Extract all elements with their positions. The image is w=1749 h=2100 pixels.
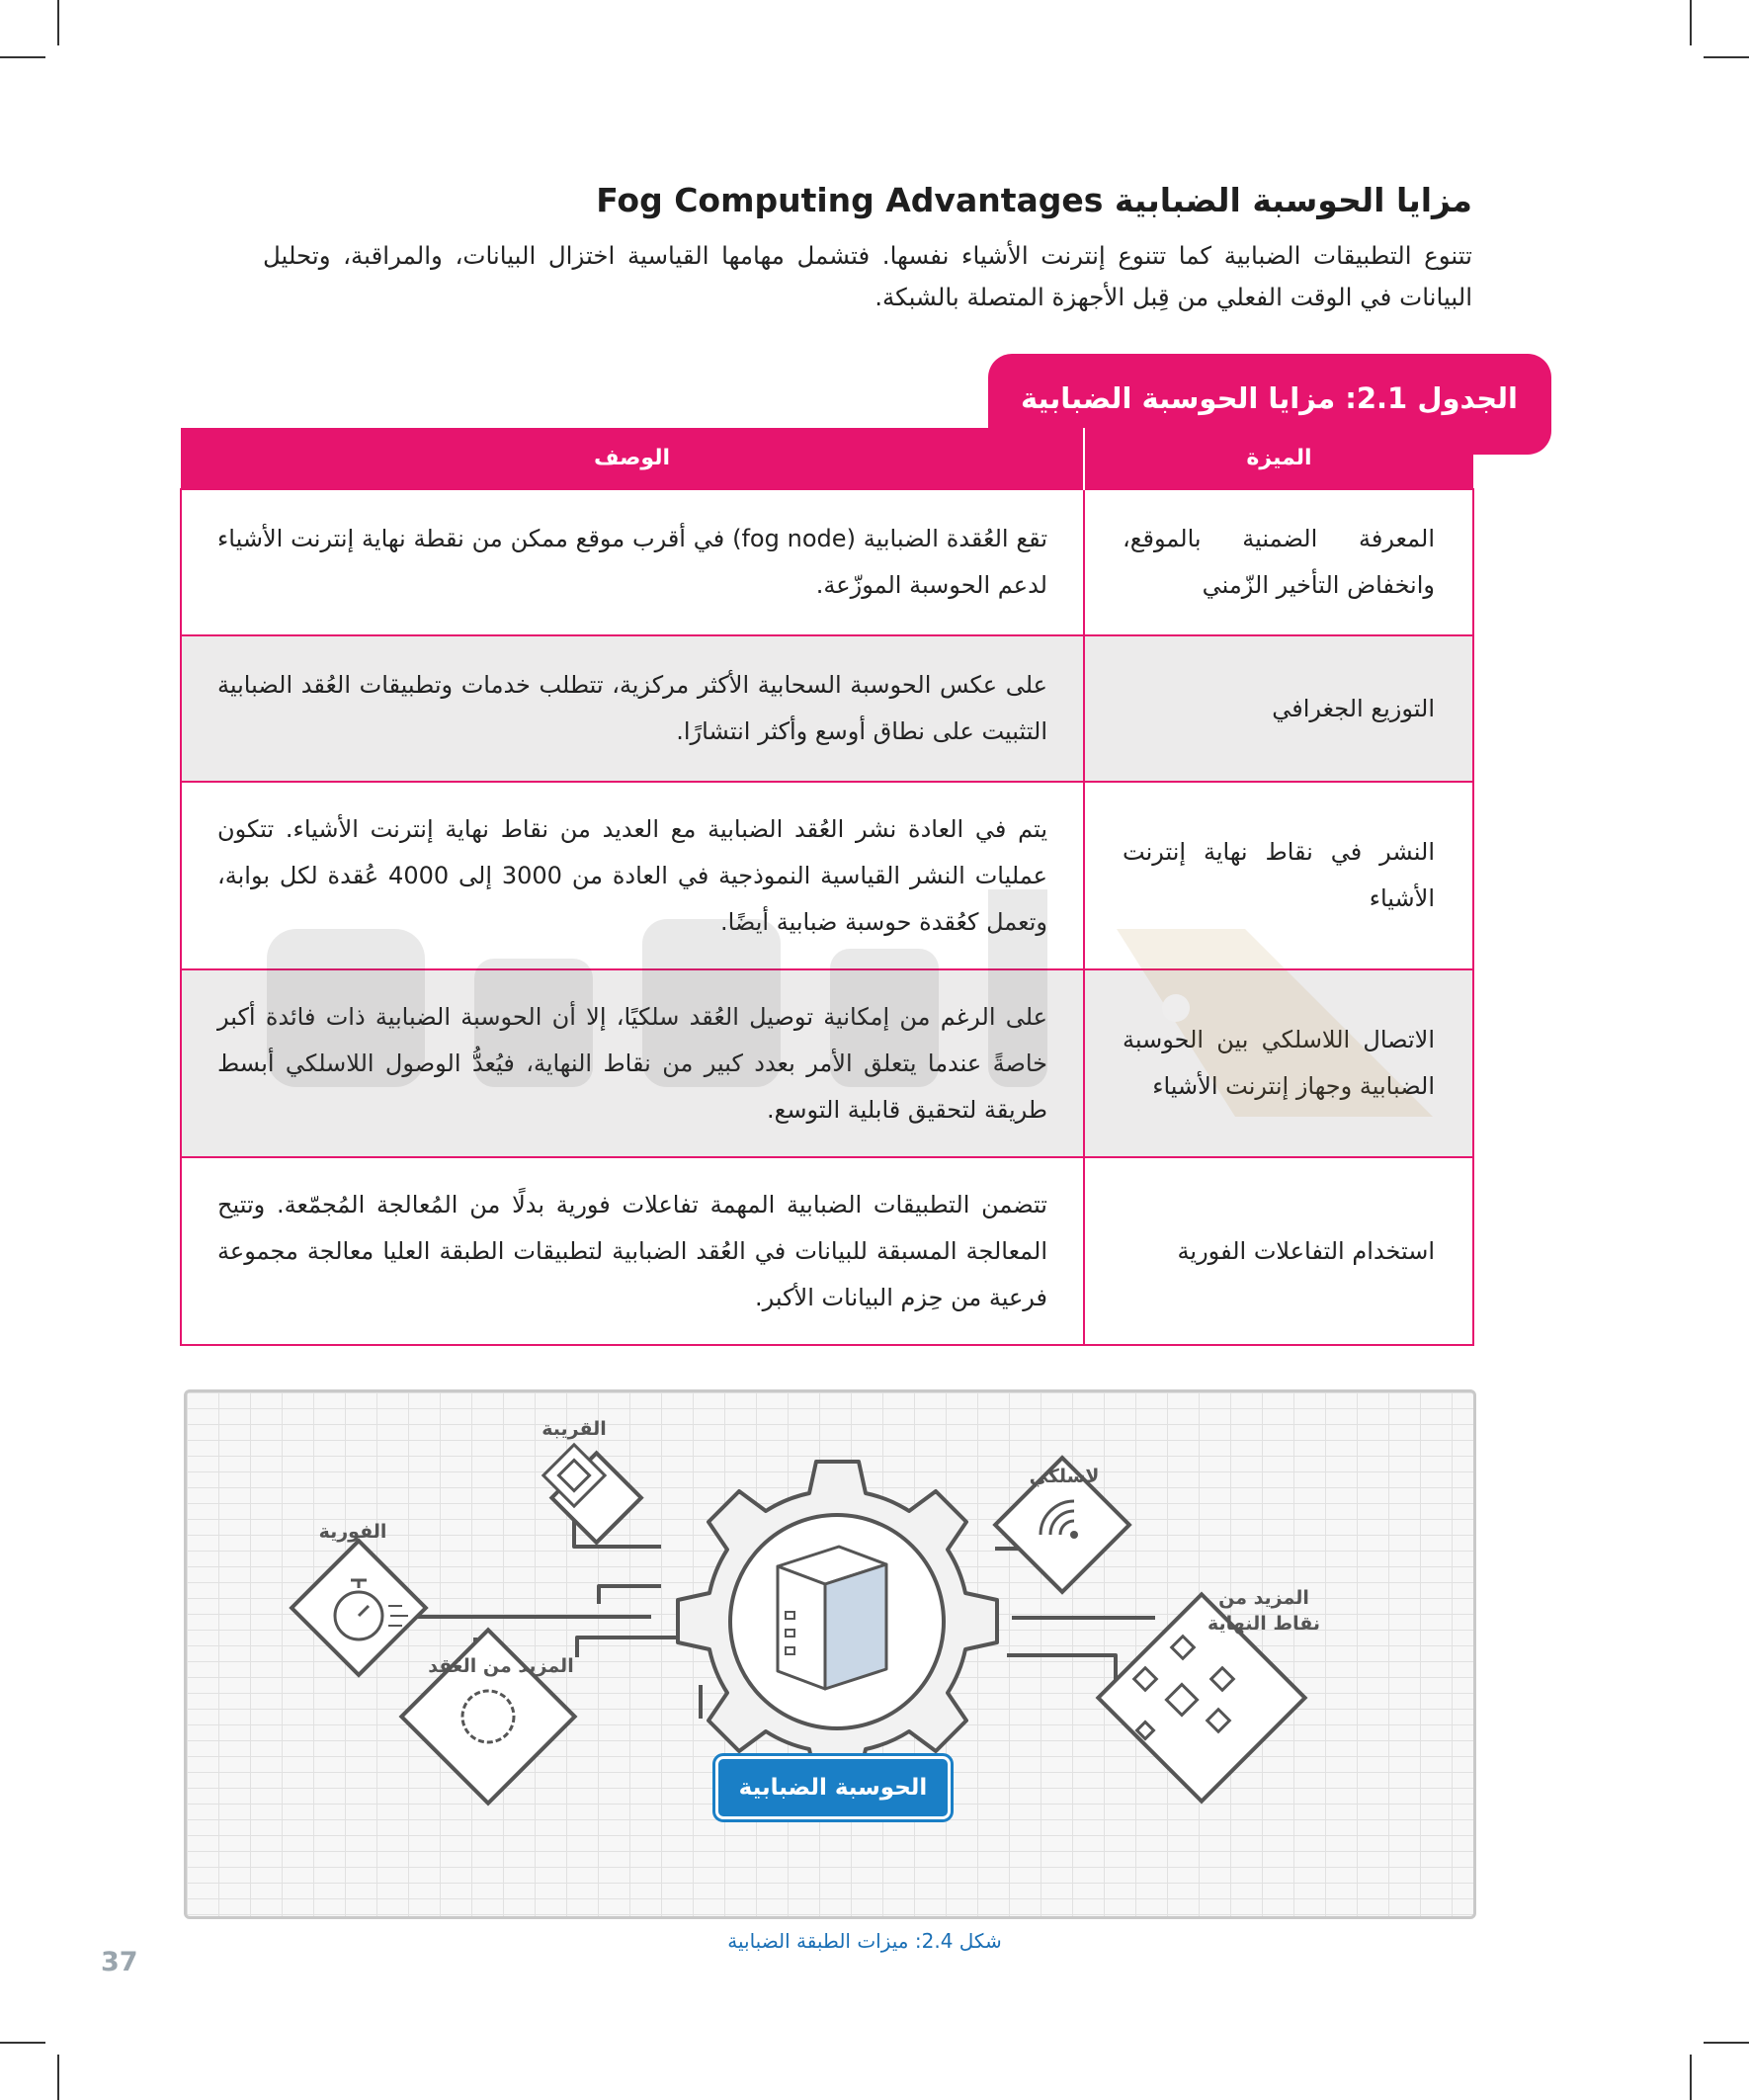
table-row [181,969,1473,1157]
table-title: الجدول 2.1: مزايا الحوسبة الضبابية [1020,381,1518,415]
header-description: الوصف [181,428,1084,489]
label-realtime: الفورية [318,1521,387,1543]
figure-caption: شكل 2.4: ميزات الطبقة الضبابية [727,1929,1002,1953]
diagram-drawing [187,1392,1473,1916]
page-number: 37 [101,1947,138,1977]
advantages-table [180,428,1474,1346]
row-description: تتضمن التطبيقات الضبابية المهمة تفاعلات فورية بدلًا من المُعالجة المُجمّعة. وتتيح المعالجة المسبقة للبيانات في العُقد الضبابية لتطبيقات الطبقة العليا معالجة مجموعة فرعية من حِزم البيانات الأكبر. [181,1157,1084,1345]
crop-mark [1690,2055,1692,2100]
intro-paragraph: تتنوع التطبيقات الضبابية كما تتنوع إنترنت الأشياء نفسها. فتشمل مهامها القياسية اختزال البيانات، والمراقبة، وتحليل البيانات في الوقت الفعلي من قِبل الأجهزة المتصلة بالشبكة. [263,241,1472,311]
stopwatch-icon [292,1541,426,1675]
table-row [181,782,1473,969]
row-description: تقع العُقدة الضبابية (fog node) في أقرب موقع ممكن من نقطة نهاية إنترنت الأشياء لدعم الحوسبة الموزّعة. [181,489,1084,635]
row-feature: المعرفة الضمنية بالموقع، وانخفاض التأخير الزّمني [1084,489,1473,635]
row-description: على عكس الحوسبة السحابية الأكثر مركزية، تتطلب خدمات وتطبيقات العُقد الضبابية التثبيت على نطاق أوسع وأكثر انتشارًا. [181,635,1084,782]
row-description: يتم في العادة نشر العُقد الضبابية مع العديد من نقاط نهاية إنترنت الأشياء. تتكون عمليات النشر القياسية النموذجية في العادة من 3000 إلى 4000 عُقدة لكل بوابة، وتعمل كعُقدة حوسبة ضبابية أيضًا. [181,782,1084,969]
label-near: القريبة [541,1418,607,1440]
label-more-endpoints-1: المزيد من [1218,1587,1309,1609]
crop-mark [1704,56,1749,58]
fog-diagram [184,1389,1476,1919]
crop-mark [0,56,45,58]
label-more-nodes: المزيد من العُقد [428,1655,574,1677]
label-more-endpoints-2: نقاط النهاية [1207,1613,1321,1635]
crop-mark [0,2042,45,2044]
crop-mark [57,0,59,45]
crop-mark [57,2055,59,2100]
row-description: على الرغم من إمكانية توصيل العُقد سلكيًا، إلا أن الحوسبة الضبابية ذات فائدة أكبر خاصةً عندما يتعلق الأمر بعدد كبير من نقاط النهاية، فيُعدُّ الوصول اللاسلكي أبسط طريقة لتحقيق قابلية التوسع. [181,969,1084,1157]
table-header-row [181,428,1473,489]
header-feature: الميزة [1084,428,1473,489]
row-feature: النشر في نقاط نهاية إنترنت الأشياء [1084,782,1473,969]
row-feature: الاتصال اللاسلكي بين الحوسبة الضبابية وجهاز إنترنت الأشياء [1084,969,1473,1157]
crop-mark [1690,0,1692,45]
table-row [181,489,1473,635]
section-heading: مزايا الحوسبة الضبابية Fog Computing Advantages [596,181,1472,219]
table-row [181,635,1473,782]
label-wireless: لاسلكي [1029,1466,1100,1487]
fog-computing-button: الحوسبة الضبابية [715,1756,951,1819]
server-icon [778,1547,886,1689]
near-diamond-icon [543,1445,641,1543]
row-feature: التوزيع الجغرافي [1084,635,1473,782]
row-feature: استخدام التفاعلات الفورية [1084,1157,1473,1345]
crop-mark [1704,2042,1749,2044]
table-row [181,1157,1473,1345]
